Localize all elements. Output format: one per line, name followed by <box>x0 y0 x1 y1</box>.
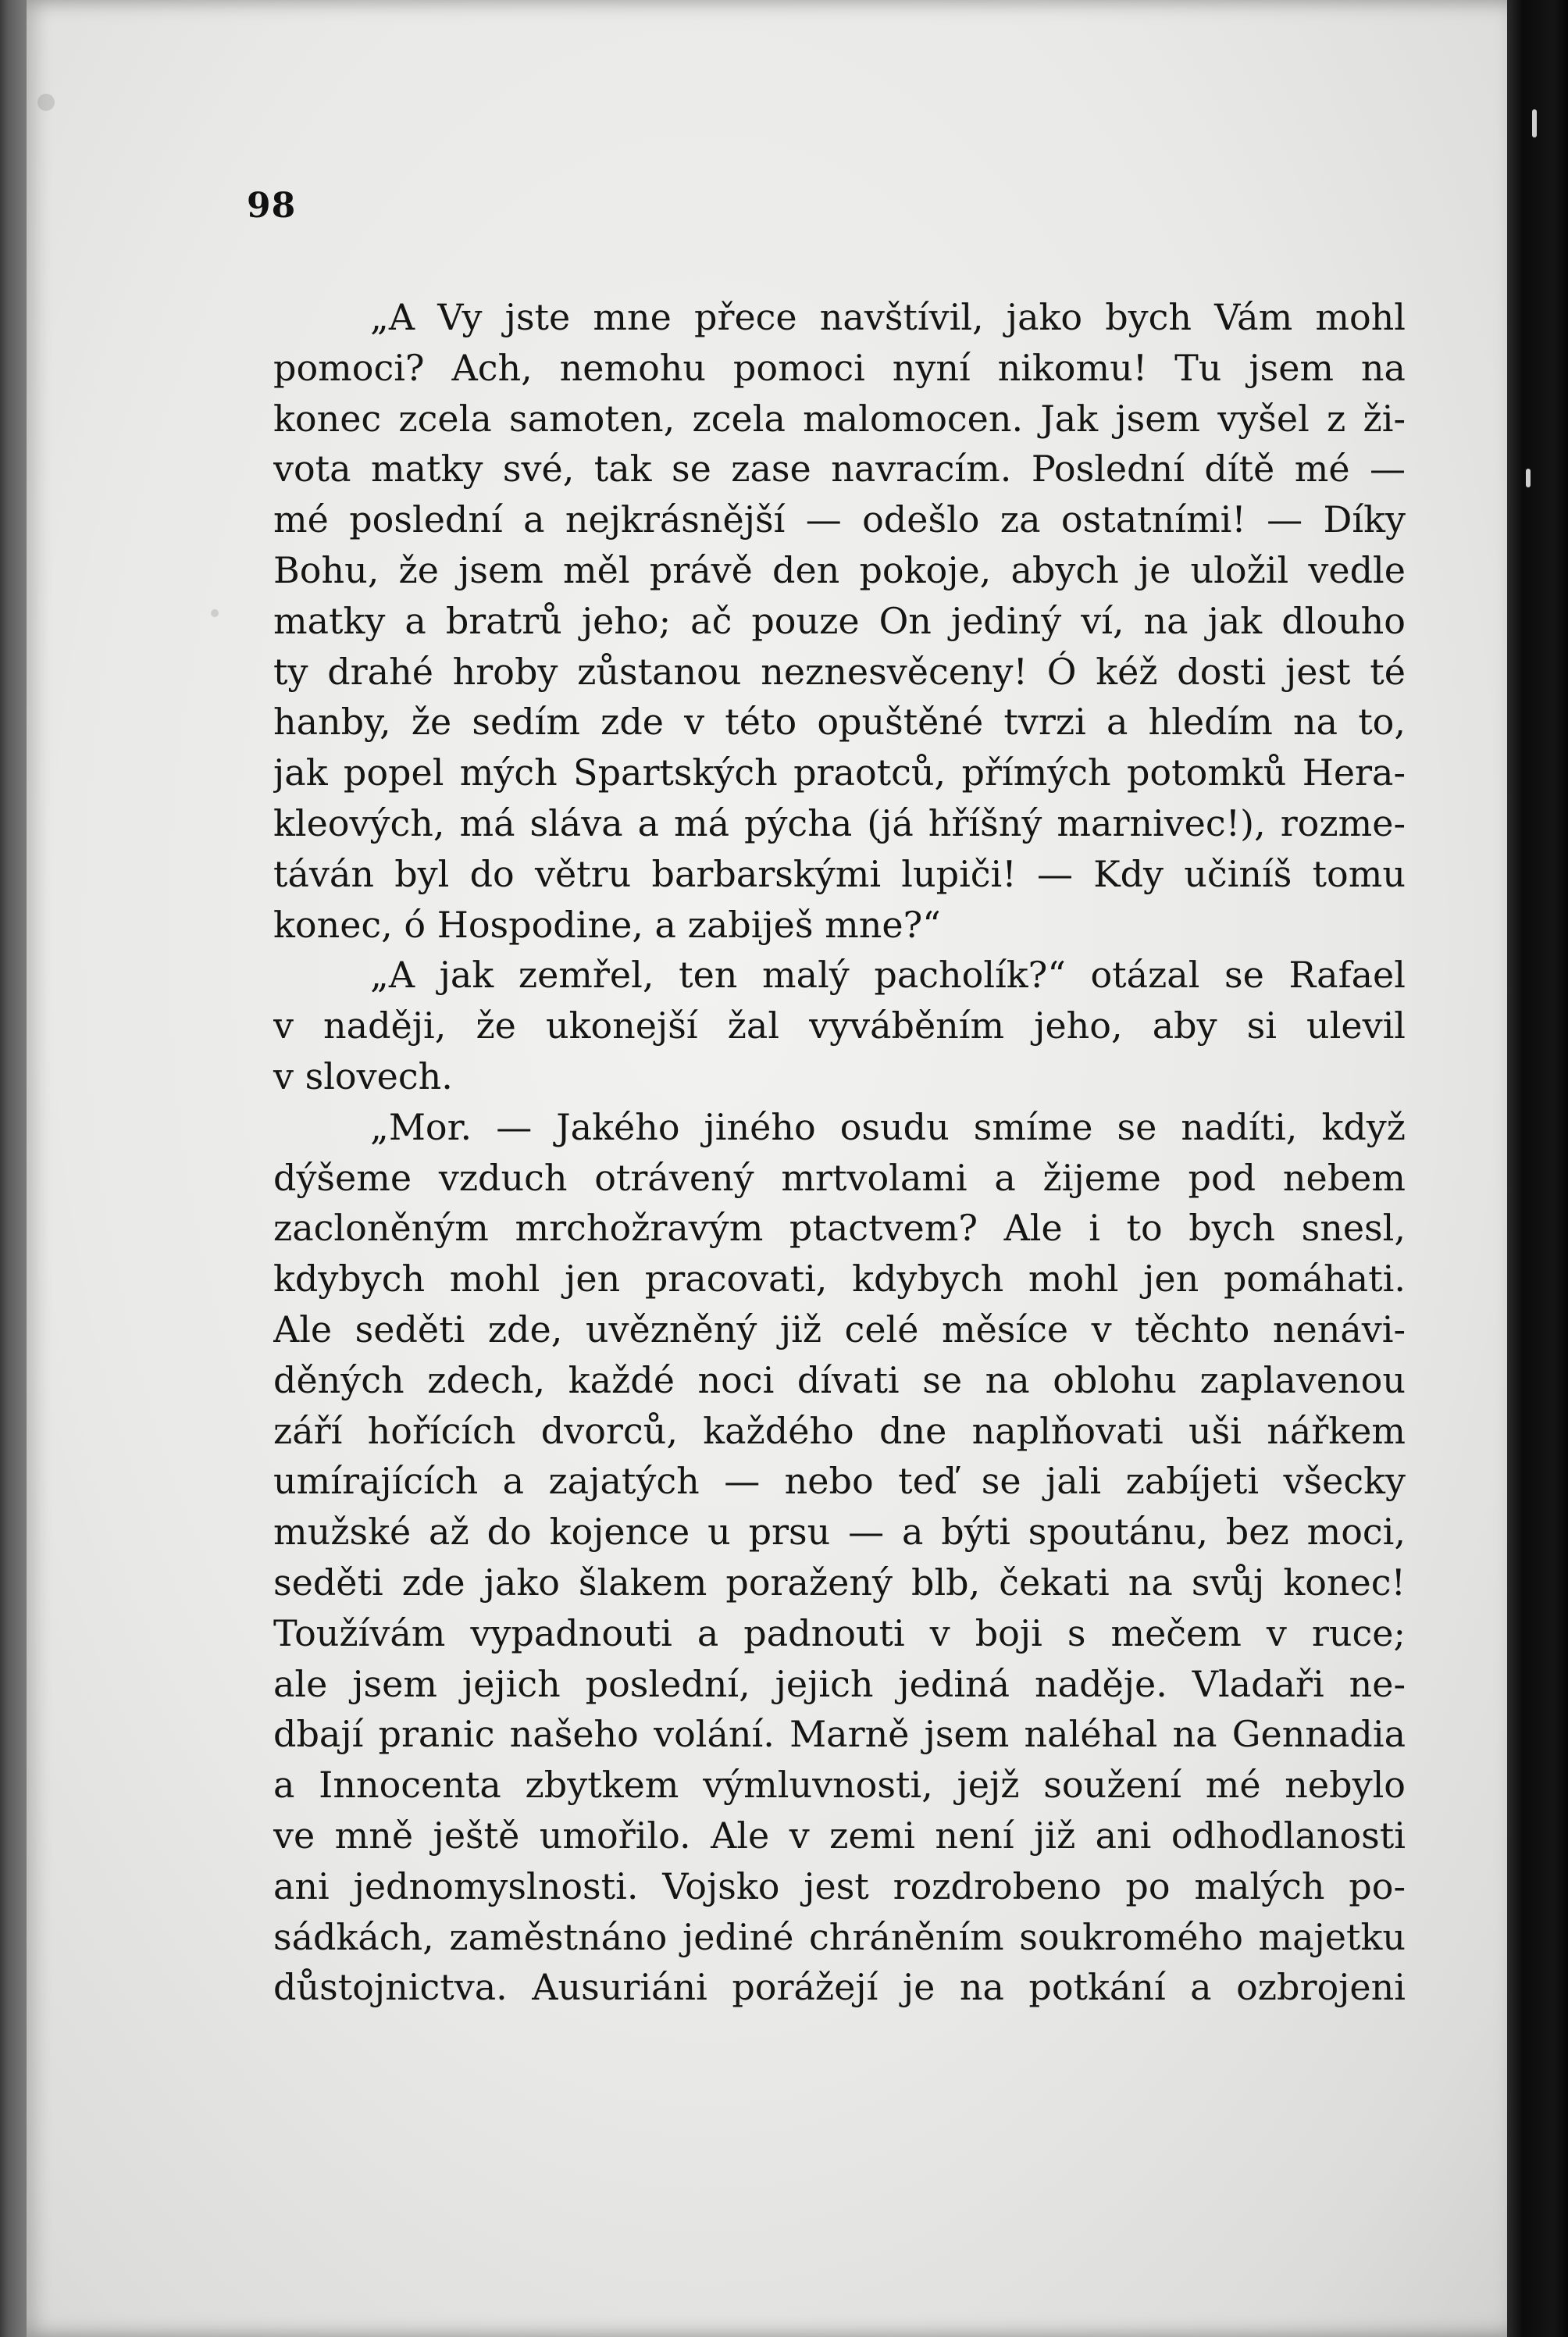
text-line: vota matky své, tak se zase navracím. Poslední dítě mé — <box>273 448 1406 491</box>
text-line: v naději, že ukonejší žal vyváběním jeho, aby si ulevil <box>273 1004 1406 1047</box>
text-line: ani jednomyslnosti. Vojsko jest rozdrobeno po malých po- <box>273 1864 1406 1907</box>
text-line: a Innocenta zbytkem výmluvnosti, jejž soužení mé nebylo <box>273 1764 1406 1807</box>
body-text <box>273 292 1406 2013</box>
text-line: ty drahé hroby zůstanou neznesvěceny! Ó kéž dosti jest té <box>273 650 1406 693</box>
text-line: „A Vy jste mne přece navštívil, jako bych Vám mohl <box>370 296 1406 338</box>
next-page-edge <box>1507 0 1568 2337</box>
text-line: mé poslední a nejkrásnější — odešlo za ostatními! — Díky <box>273 498 1406 541</box>
text-line: děných zdech, každé noci dívati se na oblohu zaplavenou <box>273 1358 1406 1401</box>
text-line: dbají pranic našeho volání. Marně jsem naléhal na Gennadia <box>273 1713 1406 1756</box>
edge-mark <box>1526 469 1531 487</box>
page-smudge <box>37 94 55 111</box>
edge-mark <box>1532 109 1537 137</box>
text-line: jak popel mých Spartských praotců, přímých potomků Hera- <box>273 751 1406 794</box>
text-line: sádkách, zaměstnáno jediné chráněním soukromého majetku <box>273 1915 1406 1958</box>
page-number: 98 <box>247 186 297 226</box>
text-line: důstojnictva. Ausuriáni porážejí je na potkání a ozbrojeni <box>273 1966 1406 2009</box>
text-line: seděti zde jako šlakem poražený blb, čekati na svůj konec! <box>273 1561 1406 1604</box>
text-line: Ale seděti zde, uvězněný již celé měsíce v těchto nenávi- <box>273 1308 1406 1350</box>
book-page <box>27 0 1534 2337</box>
text-line: táván byl do větru barbarskými lupiči! — Kdy učiníš tomu <box>273 852 1406 895</box>
text-line: kdybych mohl jen pracovati, kdybych mohl jen pomáhati. <box>273 1258 1406 1301</box>
text-line: kleových, má sláva a má pýcha (já hříšný marnivec!), rozme- <box>273 801 1406 844</box>
text-line: mužské až do kojence u prsu — a býti spoutánu, bez moci, <box>273 1511 1406 1554</box>
text-line: Bohu, že jsem měl právě den pokoje, abych je uložil vedle <box>273 548 1406 591</box>
text-line: konec zcela samoten, zcela malomocen. Jak jsem vyšel z ži- <box>273 397 1406 440</box>
page-smudge <box>211 609 219 617</box>
text-line: zacloněným mrchožravým ptactvem? Ale i to bych snesl, <box>273 1207 1406 1250</box>
text-line: ale jsem jejich poslední, jejich jediná naděje. Vladaři ne- <box>273 1662 1406 1705</box>
text-line: umírajících a zajatých — nebo teď se jali zabíjeti všecky <box>273 1460 1406 1503</box>
text-line: hanby, že sedím zde v této opuštěné tvrzi a hledím na to, <box>273 701 1406 744</box>
text-line: září hořících dvorců, každého dne naplňovati uši nářkem <box>273 1409 1406 1452</box>
text-line: konec, ó Hospodine, a zabiješ mne?“ <box>273 903 941 946</box>
text-line: ve mně ještě umořilo. Ale v zemi není již ani odhodlanosti <box>273 1814 1406 1857</box>
text-line: pomoci? Ach, nemohu pomoci nyní nikomu! Tu jsem na <box>273 346 1406 389</box>
text-line: v slovech. <box>273 1054 453 1097</box>
text-line: „A jak zemřel, ten malý pacholík?“ otázal se Rafael <box>370 954 1406 997</box>
text-line: dýšeme vzduch otrávený mrtvolami a žijeme pod nebem <box>273 1156 1406 1199</box>
text-line: matky a bratrů jeho; ač pouze On jediný ví, na jak dlouho <box>273 599 1406 642</box>
text-line: Toužívám vypadnouti a padnouti v boji s mečem v ruce; <box>273 1611 1406 1654</box>
text-line: „Mor. — Jakého jiného osudu smíme se nadíti, když <box>370 1105 1406 1148</box>
